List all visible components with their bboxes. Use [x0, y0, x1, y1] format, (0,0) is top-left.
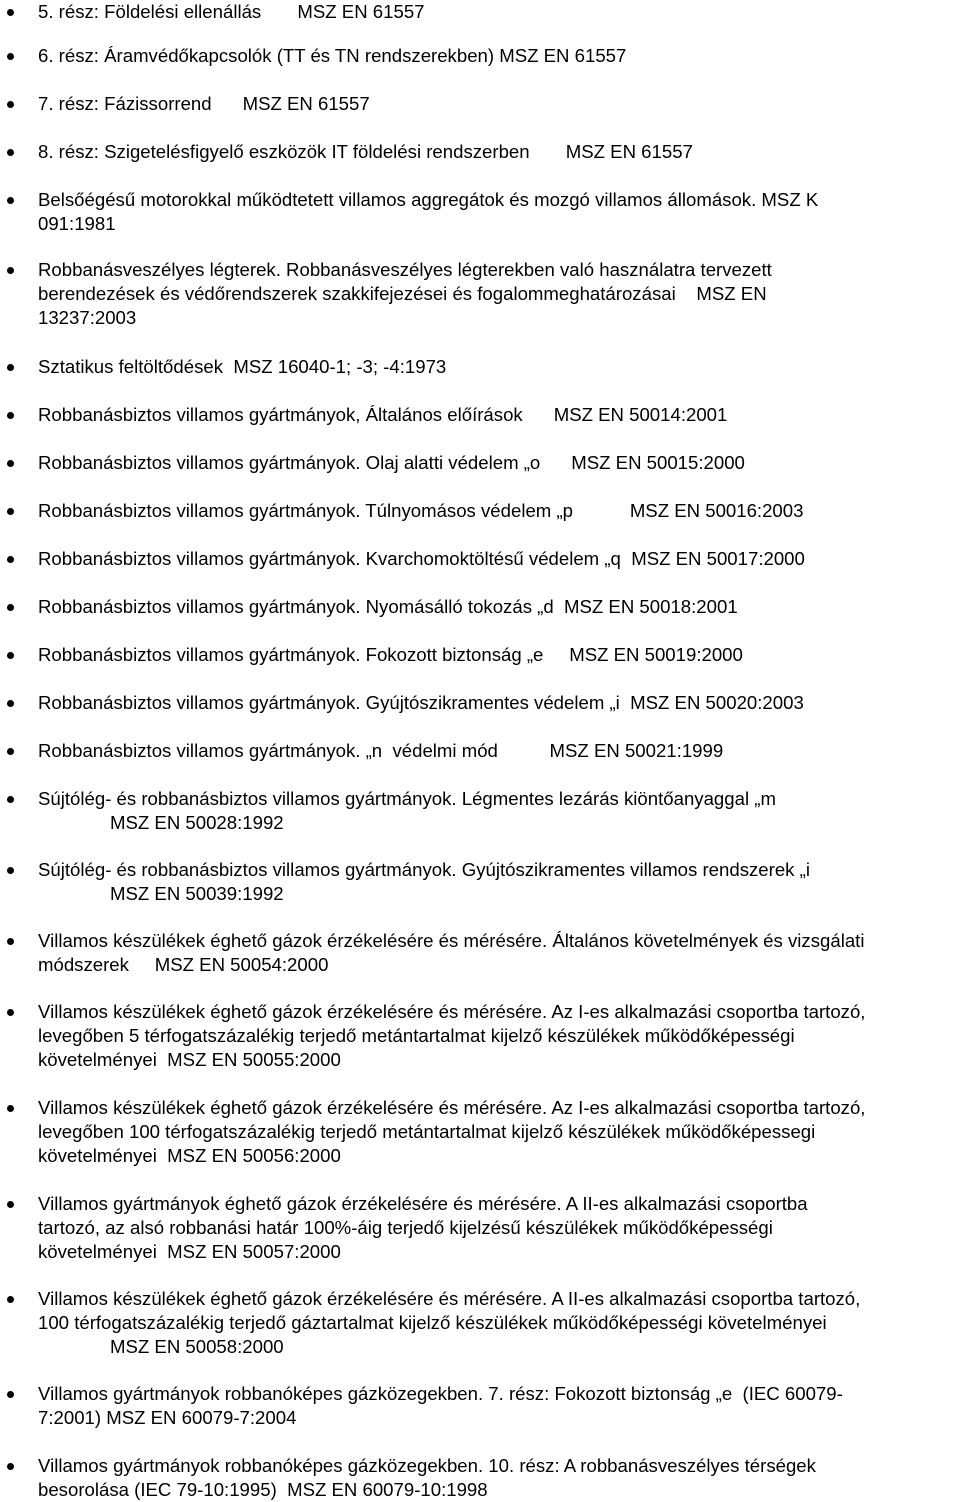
item-line: követelményei MSZ EN 50055:2000: [38, 1049, 341, 1070]
list-item: [38, 451, 958, 475]
item-line: 13237:2003: [38, 307, 137, 328]
list-item: [38, 1382, 958, 1430]
item-line: Villamos készülékek éghető gázok érzékelésére és mérésére. Az I-es alkalmazási csoportba tartozó,: [38, 1097, 866, 1118]
item-line: Robbanásveszélyes légterek. Robbanásveszélyes légterekben való használatra tervezett: [38, 259, 772, 280]
list-item: [38, 643, 958, 667]
list-item: [38, 1000, 958, 1072]
bullet-icon: [7, 53, 14, 60]
bullet-icon: [7, 197, 14, 204]
item-line: követelményei MSZ EN 50057:2000: [38, 1241, 341, 1262]
bullet-icon: [7, 267, 14, 274]
bullet-icon: [7, 1009, 14, 1016]
bullet-icon: [7, 1201, 14, 1208]
item-line: 7:2001) MSZ EN 60079-7:2004: [38, 1407, 297, 1428]
item-line: 8. rész: Szigetelésfigyelő eszközök IT földelési rendszerben MSZ EN 61557: [38, 141, 693, 162]
item-line: besorolása (IEC 79-10:1995) MSZ EN 60079-10:1998: [38, 1479, 488, 1500]
item-line: Robbanásbiztos villamos gyártmányok. Fokozott biztonság „e MSZ EN 50019:2000: [38, 644, 743, 665]
item-line: 6. rész: Áramvédőkapcsolók (TT és TN rendszerekben) MSZ EN 61557: [38, 45, 627, 66]
list-item: [38, 140, 958, 164]
item-line: Villamos gyártmányok robbanóképes gázközegekben. 10. rész: A robbanásveszélyes térségek: [38, 1455, 816, 1476]
item-line: Villamos gyártmányok éghető gázok érzékelésére és mérésére. A II-es alkalmazási csoportba: [38, 1193, 808, 1214]
item-line: Sztatikus feltöltődések MSZ 16040-1; -3; -4:1973: [38, 356, 447, 377]
item-line: Villamos készülékek éghető gázok érzékelésére és mérésére. A II-es alkalmazási csoportba tartozó,: [38, 1288, 861, 1309]
list-item: [38, 258, 958, 330]
item-line: 100 térfogatszázalékig terjedő gáztartalmat kijelző készülékek működőképességi követelményei: [38, 1312, 827, 1333]
item-standard-line: MSZ EN 50039:1992: [110, 883, 284, 904]
list-item: [38, 595, 958, 619]
item-line: Robbanásbiztos villamos gyártmányok. Kvarchomoktöltésű védelem „q MSZ EN 50017:2000: [38, 548, 805, 569]
item-line: Belsőégésű motorokkal működtetett villamos aggregátok és mozgó villamos állomások. MSZ K: [38, 189, 819, 210]
list-item: [38, 929, 958, 977]
bullet-icon: [7, 700, 14, 707]
item-line: módszerek MSZ EN 50054:2000: [38, 954, 329, 975]
item-line: követelményei MSZ EN 50056:2000: [38, 1145, 341, 1166]
list-item: [38, 1192, 958, 1264]
item-line: Robbanásbiztos villamos gyártmányok. „n védelmi mód MSZ EN 50021:1999: [38, 740, 724, 761]
bullet-icon: [7, 938, 14, 945]
list-item: [38, 355, 958, 379]
item-line: tartozó, az alsó robbanási határ 100%-áig terjedő kijelzésű készülékek működőképességi: [38, 1217, 773, 1238]
bullet-icon: [7, 364, 14, 371]
bullet-icon: [7, 149, 14, 156]
bullet-icon: [7, 412, 14, 419]
bullet-icon: [7, 867, 14, 874]
list-item: [38, 739, 958, 763]
item-line: Villamos készülékek éghető gázok érzékelésére és mérésére. Az I-es alkalmazási csoportba tartozó,: [38, 1001, 866, 1022]
item-line: levegőben 100 térfogatszázalékig terjedő metántartalmat kijelző készülékek működőképessegi: [38, 1121, 816, 1142]
list-item: [38, 0, 958, 24]
item-line: Villamos készülékek éghető gázok érzékelésére és mérésére. Általános követelmények és vizsgálati: [38, 930, 865, 951]
bullet-icon: [7, 604, 14, 611]
item-line: 091:1981: [38, 213, 116, 234]
bullet-icon: [7, 748, 14, 755]
list-item: [38, 403, 958, 427]
bullet-icon: [7, 796, 14, 803]
bullet-icon: [7, 1296, 14, 1303]
item-line: Sújtólég- és robbanásbiztos villamos gyártmányok. Gyújtószikramentes villamos rendszerek „i: [38, 859, 810, 880]
item-line: 7. rész: Fázissorrend MSZ EN 61557: [38, 93, 370, 114]
list-item: [38, 92, 958, 116]
list-item: [38, 1096, 958, 1168]
item-line: Robbanásbiztos villamos gyártmányok. Olaj alatti védelem „o MSZ EN 50015:2000: [38, 452, 745, 473]
bullet-icon: [7, 9, 14, 16]
list-item: [38, 1454, 958, 1502]
bullet-icon: [7, 1391, 14, 1398]
bullet-icon: [7, 556, 14, 563]
list-item: [38, 787, 958, 835]
list-item: [38, 858, 958, 906]
bullet-icon: [7, 1105, 14, 1112]
list-item: [38, 691, 958, 715]
list-item: [38, 1287, 958, 1359]
item-line: Robbanásbiztos villamos gyártmányok, Általános előírások MSZ EN 50014:2001: [38, 404, 728, 425]
bullet-icon: [7, 460, 14, 467]
item-line: levegőben 5 térfogatszázalékig terjedő metántartalmat kijelző készülékek működőképességi: [38, 1025, 795, 1046]
item-line: 5. rész: Földelési ellenállás MSZ EN 61557: [38, 1, 425, 22]
bullet-icon: [7, 652, 14, 659]
item-line: Robbanásbiztos villamos gyártmányok. Túlnyomásos védelem „p MSZ EN 50016:2003: [38, 500, 804, 521]
item-line: Robbanásbiztos villamos gyártmányok. Nyomásálló tokozás „d MSZ EN 50018:2001: [38, 596, 738, 617]
item-line: Sújtólég- és robbanásbiztos villamos gyártmányok. Légmentes lezárás kiöntőanyaggal „m: [38, 788, 776, 809]
bullet-icon: [7, 508, 14, 515]
list-item: [38, 547, 958, 571]
item-standard-line: MSZ EN 50028:1992: [110, 812, 284, 833]
item-line: berendezések és védőrendszerek szakkifejezései és fogalommeghatározásai MSZ EN: [38, 283, 767, 304]
list-item: [38, 499, 958, 523]
item-line: Robbanásbiztos villamos gyártmányok. Gyújtószikramentes védelem „i MSZ EN 50020:2003: [38, 692, 804, 713]
bullet-icon: [7, 101, 14, 108]
list-item: [38, 188, 958, 236]
bullet-icon: [7, 1463, 14, 1470]
list-item: [38, 44, 958, 68]
item-line: Villamos gyártmányok robbanóképes gázközegekben. 7. rész: Fokozott biztonság „e (IEC 60079-: [38, 1383, 843, 1404]
item-standard-line: MSZ EN 50058:2000: [110, 1336, 284, 1357]
